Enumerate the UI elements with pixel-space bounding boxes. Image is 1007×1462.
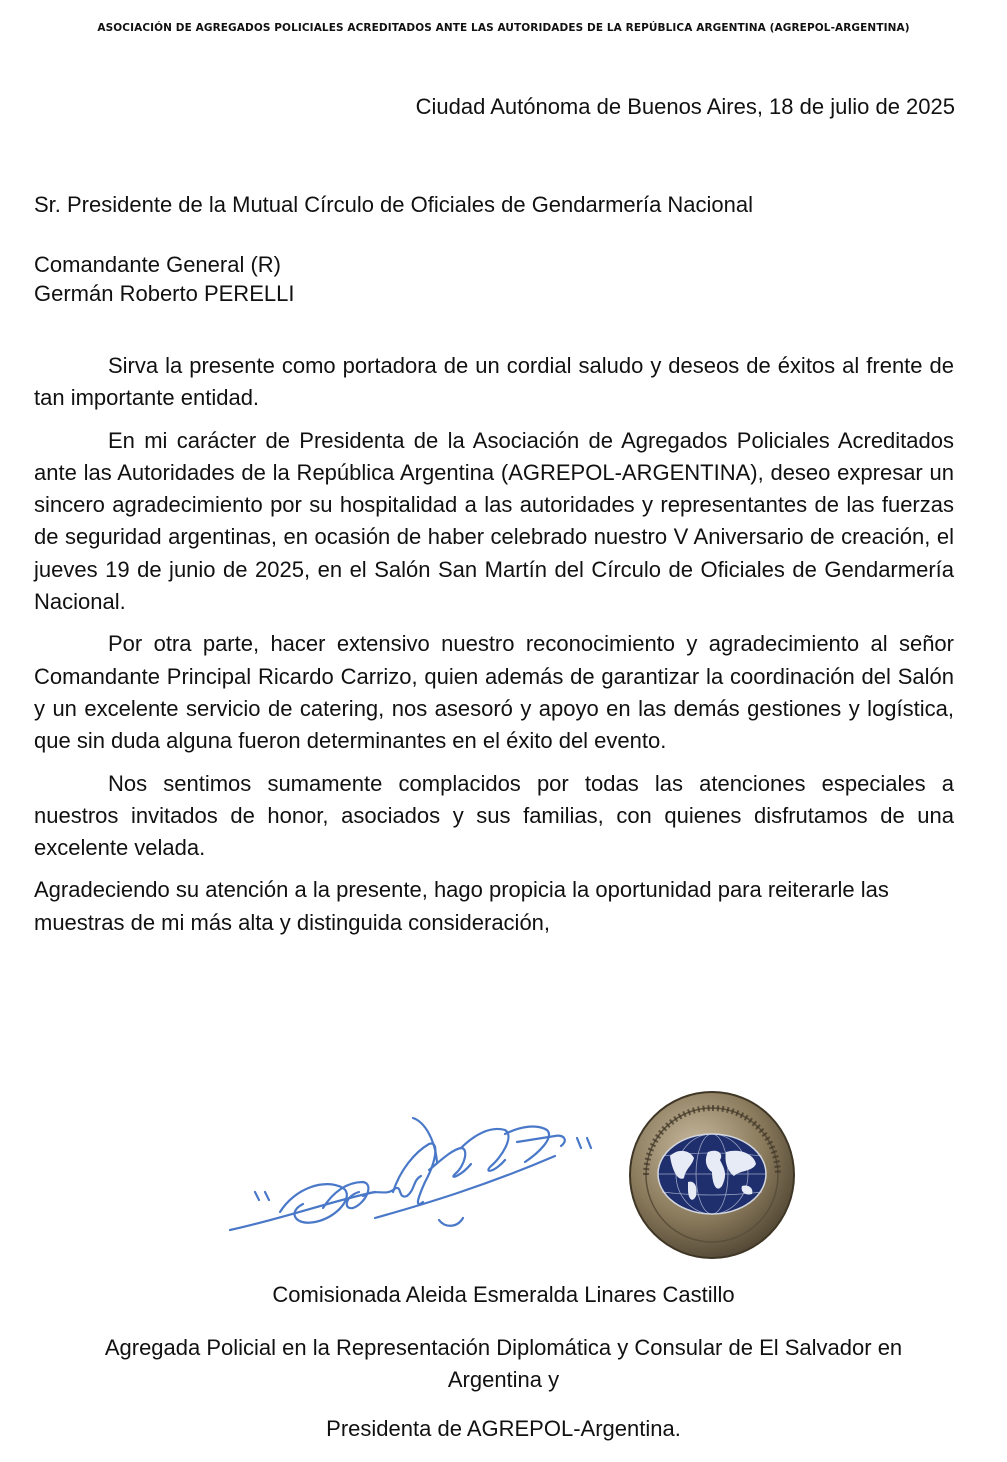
recipient-rank: Comandante General (R) xyxy=(34,252,282,277)
signer-title-line-2: Argentina y xyxy=(447,1367,560,1392)
signer-name: Comisionada Aleida Esmeralda Linares Castillo xyxy=(272,1282,735,1307)
paragraph-gratitude: En mi carácter de Presidenta de la Asociación de Agregados Policiales Acreditados ante las Autoridades de la República Argentina (AGREPOL-ARGENTINA), deseo expresar un sincero agradecimiento por su hospitalidad a las autoridades y representantes de las fuerzas de seguridad argentinas, en ocasión de haber celebrado nuestro V Aniversario de creación, el jueves 19 de junio de 2025, en el Salón San Martín del Círculo de Oficiales de Gendarmería Nacional. xyxy=(34,427,954,615)
organization-header: ASOCIACIÓN DE AGREGADOS POLICIALES ACREDITADOS ANTE LAS AUTORIDADES DE LA REPÚBLICA ARGENTINA (AGREPOL-ARGENTINA) xyxy=(97,22,910,34)
recipient-block xyxy=(34,250,294,308)
paragraph-satisfaction: Nos sentimos sumamente complacidos por todas las atenciones especiales a nuestros invitados de honor, asociados y sus familias, con quienes disfrutamos de una excelente velada. xyxy=(34,770,954,861)
signer-title-line-1: Agregada Policial en la Representación Diplomática y Consular de El Salvador en xyxy=(104,1335,903,1360)
paragraph-greeting: Sirva la presente como portadora de un cordial saludo y deseos de éxitos al frente de tan importante entidad. xyxy=(34,353,954,411)
date-line: Ciudad Autónoma de Buenos Aires, 18 de julio de 2025 xyxy=(415,94,955,119)
paragraph-closing: Agradeciendo su atención a la presente, hago propicia la oportunidad para reiterarle las muestras de mi más alta y distinguida consideración, xyxy=(34,877,889,935)
letter-body xyxy=(34,350,954,949)
paragraph-recognition: Por otra parte, hacer extensivo nuestro reconocimiento y agradecimiento al señor Comandante Principal Ricardo Carrizo, quien además de garantizar la coordinación del Salón y un excelente servicio de catering, nos asesoró y apoyo en las demás gestiones y logística, que sin duda alguna fueron determinantes en el éxito del evento. xyxy=(34,631,954,754)
agrepol-seal-icon xyxy=(628,1090,796,1260)
addressee-line: Sr. Presidente de la Mutual Círculo de Oficiales de Gendarmería Nacional xyxy=(34,192,754,217)
signer-title xyxy=(30,1332,977,1396)
recipient-name: Germán Roberto PERELLI xyxy=(34,281,295,306)
signer-role: Presidenta de AGREPOL-Argentina. xyxy=(326,1416,681,1441)
handwritten-signature-icon xyxy=(225,1100,615,1260)
